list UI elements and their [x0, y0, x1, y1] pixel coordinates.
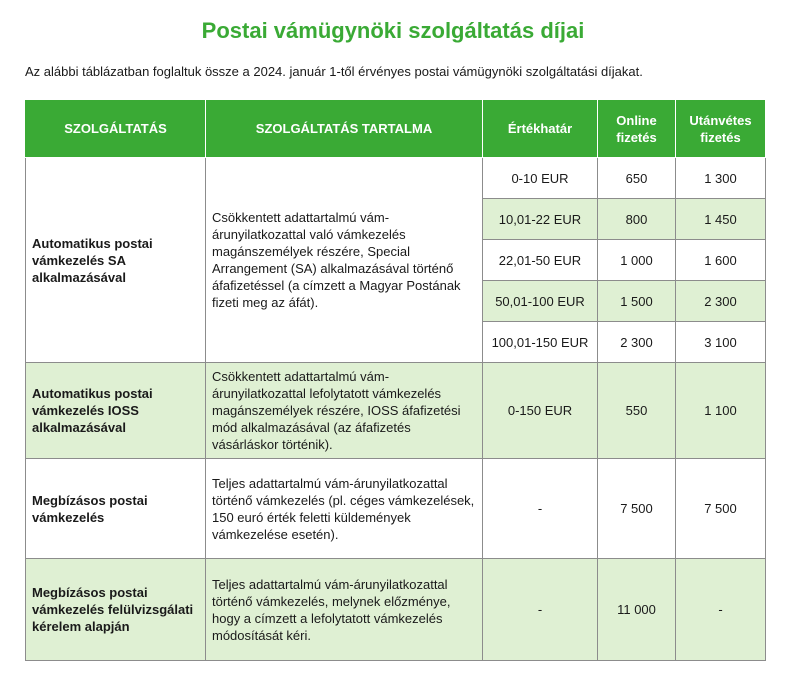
intro-text: Az alábbi táblázatban foglaltuk össze a 2024. január 1-től érvényes postai vámügynöki szolgáltatási díjakat. — [25, 64, 643, 79]
cod-cell: 1 100 — [676, 363, 766, 459]
online-cell: 650 — [598, 158, 676, 199]
range-cell: 100,01-150 EUR — [483, 322, 598, 363]
cod-cell: 2 300 — [676, 281, 766, 322]
online-cell: 7 500 — [598, 459, 676, 559]
online-cell: 1 500 — [598, 281, 676, 322]
fee-table — [25, 99, 766, 661]
page-title: Postai vámügynöki szolgáltatás díjai — [201, 18, 585, 43]
header-cod: Utánvétes fizetés — [676, 100, 766, 158]
table-row — [26, 559, 766, 661]
online-cell: 1 000 — [598, 240, 676, 281]
table-row — [26, 363, 766, 459]
content-cell: Teljes adattartalmú vám-árunyilatkozattal történő vámkezelés, melynek előzménye, hogy a címzett a lefolytatott vámkezelés módosítását kéri. — [206, 559, 483, 661]
online-cell: 800 — [598, 199, 676, 240]
service-cell: Megbízásos postai vámkezelés — [26, 459, 206, 559]
content-cell: Csökkentett adattartalmú vám-árunyilatkozattal lefolytatott vámkezelés magánszemélyek részére, IOSS áfafizetési mód alkalmazásával (az áfafizetés vásárláskor történik). — [206, 363, 483, 459]
content-cell: Teljes adattartalmú vám-árunyilatkozattal történő vámkezelés (pl. céges vámkezelések, 150 euró érték feletti küldemények vámkezelése esetén). — [206, 459, 483, 559]
service-cell: Automatikus postai vámkezelés SA alkalmazásával — [26, 158, 206, 363]
cod-cell: - — [676, 559, 766, 661]
online-cell: 550 — [598, 363, 676, 459]
table-row — [26, 459, 766, 559]
table-row — [26, 158, 766, 199]
range-cell: - — [483, 559, 598, 661]
range-cell: 22,01-50 EUR — [483, 240, 598, 281]
header-online: Online fizetés — [598, 100, 676, 158]
content-cell: Csökkentett adattartalmú vám-árunyilatkozattal való vámkezelés magánszemélyek részére, Special Arrangement (SA) alkalmazásával történő áfafizetéssel (a címzett a Magyar Postának fizeti meg az áfát). — [206, 158, 483, 363]
cod-cell: 1 450 — [676, 199, 766, 240]
range-cell: - — [483, 459, 598, 559]
cod-cell: 1 600 — [676, 240, 766, 281]
online-cell: 11 000 — [598, 559, 676, 661]
range-cell: 0-150 EUR — [483, 363, 598, 459]
service-cell: Automatikus postai vámkezelés IOSS alkalmazásával — [26, 363, 206, 459]
header-service: SZOLGÁLTATÁS — [26, 100, 206, 158]
cod-cell: 7 500 — [676, 459, 766, 559]
table-header-row — [26, 100, 766, 158]
service-cell: Megbízásos postai vámkezelés felülvizsgálati kérelem alapján — [26, 559, 206, 661]
cod-cell: 3 100 — [676, 322, 766, 363]
range-cell: 10,01-22 EUR — [483, 199, 598, 240]
range-cell: 50,01-100 EUR — [483, 281, 598, 322]
header-content: SZOLGÁLTATÁS TARTALMA — [206, 100, 483, 158]
header-value-limit: Értékhatár — [483, 100, 598, 158]
range-cell: 0-10 EUR — [483, 158, 598, 199]
cod-cell: 1 300 — [676, 158, 766, 199]
online-cell: 2 300 — [598, 322, 676, 363]
